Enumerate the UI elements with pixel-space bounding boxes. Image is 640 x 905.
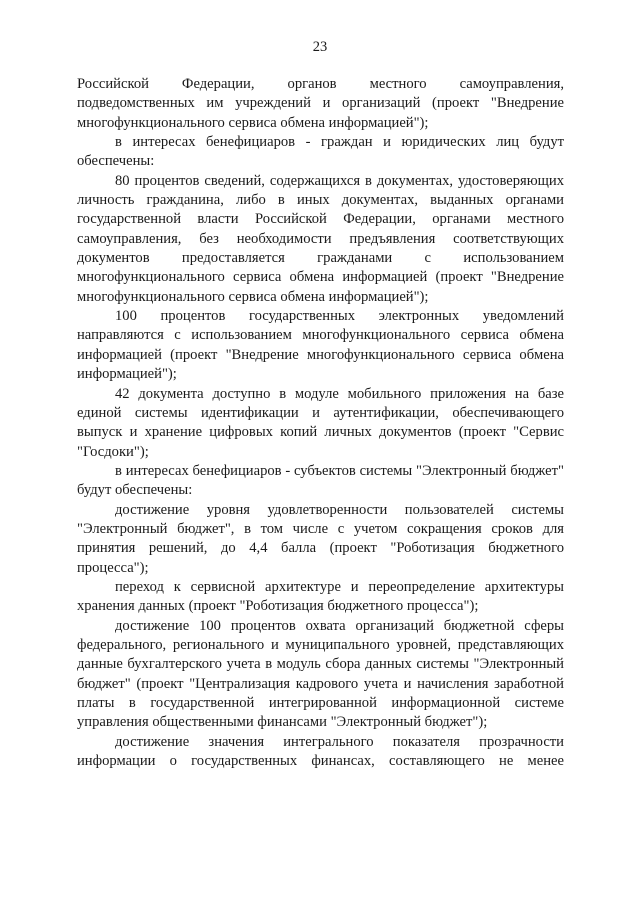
- paragraph-continuation: Российской Федерации, органов местного самоуправления, подведомственных им учреждений и организаций (проект "Внедрение многофункционального сервиса обмена информацией");: [77, 76, 564, 131]
- paragraph-80-percent: 80 процентов сведений, содержащихся в документах, удостоверяющих личность гражданина, либо в иных документах, выданных органами государственной власти Российской Федерации, органами местного самоуправления, без необходимости предъявления соответствующих документов предоставляется гражданами с использованием многофункционального сервиса обмена информацией (проект "Внедрение многофункционального сервиса обмена информацией");: [77, 172, 564, 305]
- paragraph-beneficiaries-citizens: в интересах бенефициаров - граждан и юридических лиц будут обеспечены:: [77, 134, 564, 170]
- paragraph-42-documents: 42 документа доступно в модуле мобильного приложения на базе единой системы идентификации и аутентификации, обеспечивающего выпуск и хранение цифровых копий личных документов (проект "Сервис "Госдоки");: [77, 385, 564, 460]
- paragraph-service-architecture: переход к сервисной архитектуре и переопределение архитектуры хранения данных (проект "Роботизация бюджетного процесса");: [77, 578, 564, 615]
- paragraph-coverage-100-percent: достижение 100 процентов охвата организаций бюджетной сферы федерального, регионального и муниципального уровней, представляющих данные бухгалтерского учета в модуль сбора данных системы "Электронный бюджет" (проект "Централизация кадрового учета и начисления заработной платы в государственной интегрированной информационной системе управления общественными финансами "Электронный бюджет");: [77, 617, 564, 731]
- paragraph-transparency-indicator: достижение значения интегрального показателя прозрачности информации о государственных финансах, составляющего не менее: [77, 733, 564, 770]
- page-number: 23: [312, 39, 328, 55]
- document-body: [77, 75, 564, 771]
- paragraph-beneficiaries-budget: в интересах бенефициаров - субъектов системы "Электронный бюджет" будут обеспечены:: [77, 462, 564, 499]
- paragraph-100-percent-notifications: 100 процентов государственных электронных уведомлений направляются с использованием многофункционального сервиса обмена информацией (проект "Внедрение многофункционального сервиса обмена информацией");: [77, 308, 564, 383]
- paragraph-satisfaction-level: достижение уровня удовлетворенности пользователей системы "Электронный бюджет", в том числе с учетом сокращения сроков для принятия решений, до 4,4 балла (проект "Роботизация бюджетного процесса");: [77, 501, 564, 576]
